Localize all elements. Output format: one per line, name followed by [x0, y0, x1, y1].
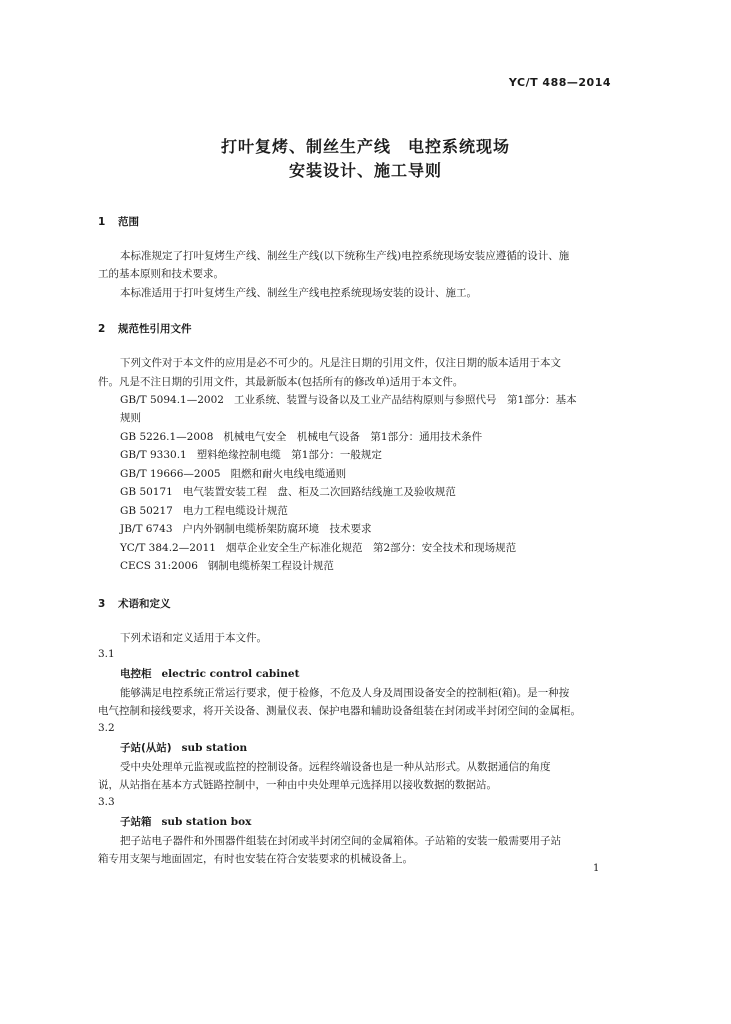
reference-title: 规则: [120, 412, 141, 424]
reference-title: 塑料绝缘控制电缆 第1部分：一般规定: [196, 449, 382, 461]
reference-code: GB 5226.1—2008: [120, 431, 214, 443]
reference-item: [120, 392, 577, 407]
document-title-line2: 安装设计、施工导则: [288, 161, 442, 180]
section-title: 术语和定义: [118, 598, 171, 610]
term-english: electric control cabinet: [161, 668, 300, 680]
reference-item: [120, 503, 288, 518]
reference-item: [120, 521, 372, 536]
term-number: 3.1: [98, 648, 115, 660]
term-chinese: 电控柜: [120, 668, 152, 680]
term-chinese: 子站(从站): [120, 742, 172, 754]
paragraph-line: 下列文件对于本文件的应用是必不可少的。凡是注日期的引用文件，仅注日期的版本适用于本文: [120, 357, 561, 369]
section-title: 范围: [118, 216, 139, 228]
term-heading: [120, 740, 247, 755]
reference-title: 机械电气安全 机械电气设备 第1部分：通用技术条件: [223, 431, 483, 443]
reference-item: [120, 540, 516, 555]
definition-line: 受中央处理单元监视或监控的控制设备。远程终端设备也是一种从站形式。从数据通信的角度: [120, 761, 551, 773]
section-number: 2: [98, 323, 106, 335]
definition-line: 能够满足电控系统正常运行要求，便于检修，不危及人身及周围设备安全的控制柜(箱)。是一种按: [120, 687, 570, 699]
reference-code: CECS 31:2006: [120, 560, 198, 572]
section-title: 规范性引用文件: [118, 323, 192, 335]
reference-item: [120, 429, 482, 444]
term-english: sub station: [181, 742, 248, 754]
reference-title: 电气装置安装工程 盘、柜及二次回路结线施工及验收规范: [182, 486, 456, 498]
paragraph-line: 件。凡是不注日期的引用文件，其最新版本(包括所有的修改单)适用于本文件。: [98, 376, 464, 388]
term-number: 3.3: [98, 796, 115, 808]
section-number: 3: [98, 598, 106, 610]
reference-title: 电力工程电缆设计规范: [182, 505, 288, 517]
reference-title: 烟草企业安全生产标准化规范 第2部分：安全技术和现场规范: [225, 542, 517, 554]
reference-item: [120, 558, 334, 573]
reference-item: [120, 484, 456, 499]
definition-line: 把子站电子器件和外围器件组装在封闭或半封闭空间的金属箱体。子站箱的安装一般需要用子站: [120, 835, 561, 847]
page-number: 1: [593, 863, 600, 874]
reference-code: GB/T 19666—2005: [120, 468, 221, 480]
definition-line: 说，从站指在基本方式链路控制中，一种由中央处理单元选择用以接收数据的数据站。: [98, 779, 497, 791]
reference-code: JB/T 6743: [120, 523, 173, 535]
section-1-heading: [98, 214, 139, 229]
reference-code: GB/T 5094.1—2002: [120, 394, 224, 406]
reference-code: GB 50171: [120, 486, 173, 498]
definition-line: 电气控制和接线要求，将开关设备、测量仪表、保护电器和辅助设备组装在封闭或半封闭空间的金属柜。: [98, 705, 581, 717]
reference-title: 工业系统、装置与设备以及工业产品结构原则与参照代号 第1部分：基本: [233, 394, 577, 406]
paragraph-line: 本标准规定了打叶复烤生产线、制丝生产线(以下统称生产线)电控系统现场安装应遵循的设计、施: [120, 250, 570, 262]
paragraph-line: 下列术语和定义适用于本文件。: [120, 632, 267, 644]
reference-item: [120, 447, 382, 462]
reference-title: 户内外钢制电缆桥架防腐环境 技术要求: [182, 523, 372, 535]
paragraph-line: 工的基本原则和技术要求。: [98, 268, 224, 280]
reference-title: 钢制电缆桥架工程设计规范: [207, 560, 334, 572]
term-heading: [120, 814, 251, 829]
section-number: 1: [98, 216, 106, 228]
reference-item: [120, 466, 346, 481]
reference-item-continuation: [120, 410, 141, 425]
document-title-line1: 打叶复烤、制丝生产线 电控系统现场: [220, 137, 510, 156]
reference-code: GB/T 9330.1: [120, 449, 187, 461]
reference-code: GB 50217: [120, 505, 173, 517]
paragraph-line: 本标准适用于打叶复烤生产线、制丝生产线电控系统现场安装的设计、施工。: [120, 287, 477, 299]
term-english: sub station box: [161, 816, 252, 828]
term-number: 3.2: [98, 722, 115, 734]
standard-code: YC/T 488—2014: [508, 76, 611, 89]
reference-title: 阻燃和耐火电线电缆通则: [230, 468, 347, 480]
section-3-heading: [98, 596, 171, 611]
term-chinese: 子站箱: [120, 816, 152, 828]
reference-code: YC/T 384.2—2011: [120, 542, 216, 554]
term-heading: [120, 666, 299, 681]
definition-line: 箱专用支架与地面固定，有时也安装在符合安装要求的机械设备上。: [98, 853, 413, 865]
section-2-heading: [98, 321, 192, 336]
